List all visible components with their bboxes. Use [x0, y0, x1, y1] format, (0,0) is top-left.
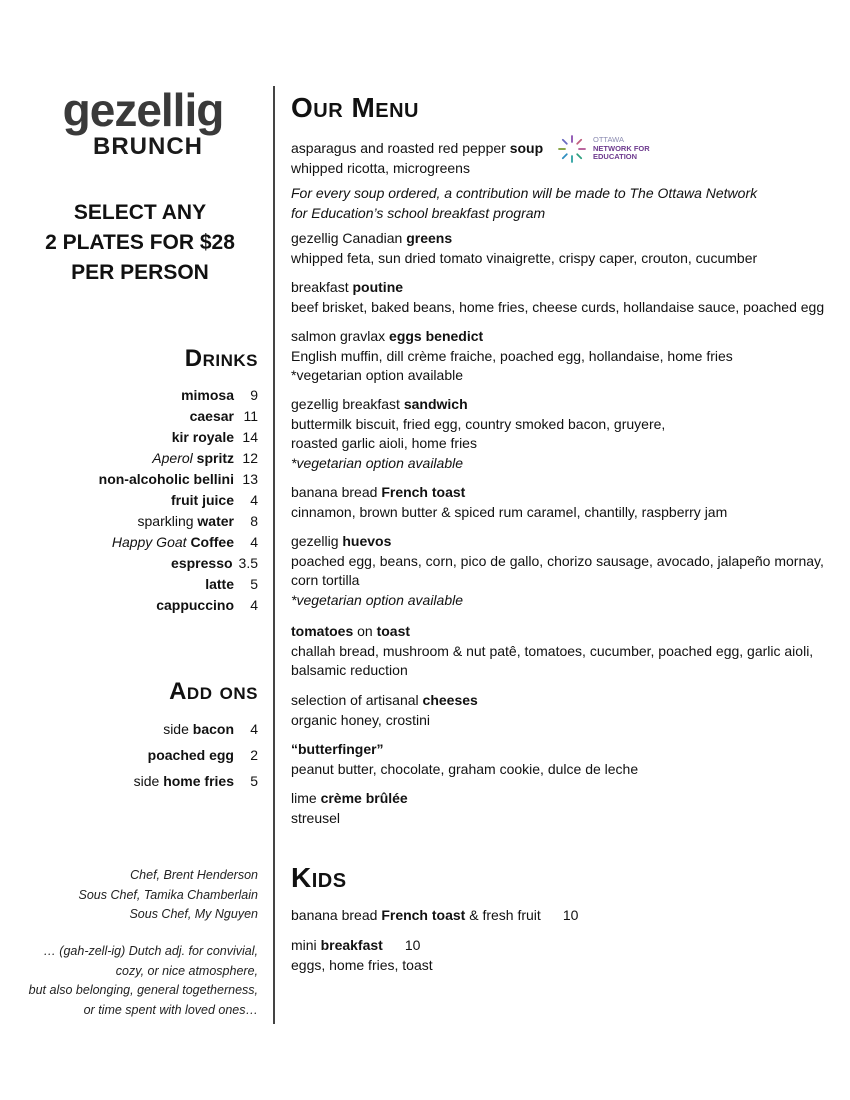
- drink-item: cappuccino 4: [156, 597, 258, 613]
- menu-item-greens: gezellig Canadian greens whipped feta, sun dried tomato vinaigrette, crispy caper, crouton, cucumber: [291, 230, 758, 266]
- menu-item-french-toast: banana bread French toast cinnamon, brown butter & spiced rum caramel, chantilly, raspberry jam: [291, 484, 728, 520]
- definition-line: cozy, or nice atmosphere,: [115, 963, 258, 978]
- brand-name: gezellig: [62, 84, 224, 136]
- credit-line: Sous Chef, My Nguyen: [129, 907, 258, 921]
- credit-line: Sous Chef, Tamika Chamberlain: [78, 887, 258, 902]
- drink-item: mimosa 9: [181, 387, 258, 403]
- menu-item-tomatoes-toast: tomatoes on toast challah bread, mushroom & nut patê, tomatoes, cucumber, poached egg, garlic aioli, balsamic reduction: [291, 623, 814, 678]
- credit-line: Chef, Brent Henderson: [130, 868, 258, 882]
- promo-line-3: PER PERSON: [71, 261, 209, 284]
- column-divider: [273, 86, 275, 1024]
- drink-item: latte 5: [205, 576, 258, 592]
- menu-item-creme-brulee: lime crème brûlée streusel: [291, 790, 408, 826]
- kids-item-breakfast: mini breakfast 10 eggs, home fries, toast: [291, 937, 433, 973]
- menu-item-butterfinger: “butterfinger” peanut butter, chocolate, graham cookie, dulce de leche: [291, 741, 639, 777]
- drink-item: kir royale 14: [171, 429, 258, 445]
- menu-item-cheeses: selection of artisanal cheeses organic honey, crostini: [291, 692, 478, 728]
- drinks-heading: Drinks: [184, 345, 258, 372]
- drink-item: Aperol spritz 12: [152, 450, 258, 466]
- drink-item: non-alcoholic bellini 13: [98, 471, 258, 487]
- addons-heading: Add ons: [169, 678, 258, 705]
- promo-line-1: SELECT ANY: [73, 201, 207, 224]
- addon-item: poached egg 2: [147, 747, 258, 763]
- menu-item-huevos: gezellig huevos poached egg, beans, corn, pico de gallo, chorizo sausage, avocado, jalapeño mornay, corn tortilla *vegetarian option available: [291, 533, 824, 608]
- menu-item-sandwich: gezellig breakfast sandwich buttermilk biscuit, fried egg, country smoked bacon, gruyere, roasted garlic aioli, home fries *vegetarian option available: [291, 396, 666, 471]
- drink-item: sparkling water 8: [137, 513, 258, 529]
- addon-item: side bacon 4: [163, 721, 258, 737]
- menu-heading: Our Menu: [291, 92, 419, 123]
- chef-credits: [0, 866, 258, 925]
- kids-item-french-toast: banana bread French toast & fresh fruit 10: [291, 907, 579, 923]
- addons-list: [0, 716, 258, 794]
- drink-item: Happy Goat Coffee 4: [111, 534, 258, 550]
- drink-item: caesar 11: [189, 408, 258, 424]
- definition-line: … (gah-zell-ig) Dutch adj. for convivial,: [43, 944, 258, 958]
- definition-line: or time spent with loved ones…: [83, 1002, 258, 1017]
- drink-item: fruit juice 4: [170, 492, 258, 508]
- menu-item-soup: asparagus and roasted red pepper soup whipped ricotta, microgreens For every soup ordered, a contribution will be made to The Ottawa Network for Education’s school breakfast program: [291, 140, 758, 221]
- definition-line: but also belonging, general togetherness,: [28, 983, 258, 997]
- addon-item: side home fries 5: [133, 773, 258, 789]
- gezellig-definition: [0, 942, 258, 1020]
- kids-heading: Kids: [291, 862, 347, 893]
- promo-line-2: 2 PLATES FOR $28: [45, 231, 235, 254]
- menu-item-poutine: breakfast poutine beef brisket, baked beans, home fries, cheese curds, hollandaise sauce, poached egg: [291, 279, 825, 315]
- drinks-list: [0, 385, 258, 616]
- ottawa-logo-text: OTTAWA NETWORK FOR EDUCATION: [593, 135, 650, 162]
- brand-subtitle: BRUNCH: [93, 133, 203, 160]
- drink-item: espresso 3.5: [171, 555, 258, 571]
- menu-item-benedict: salmon gravlax eggs benedict English muffin, dill crème fraiche, poached egg, hollandaise, home fries *vegetarian option available: [291, 328, 733, 383]
